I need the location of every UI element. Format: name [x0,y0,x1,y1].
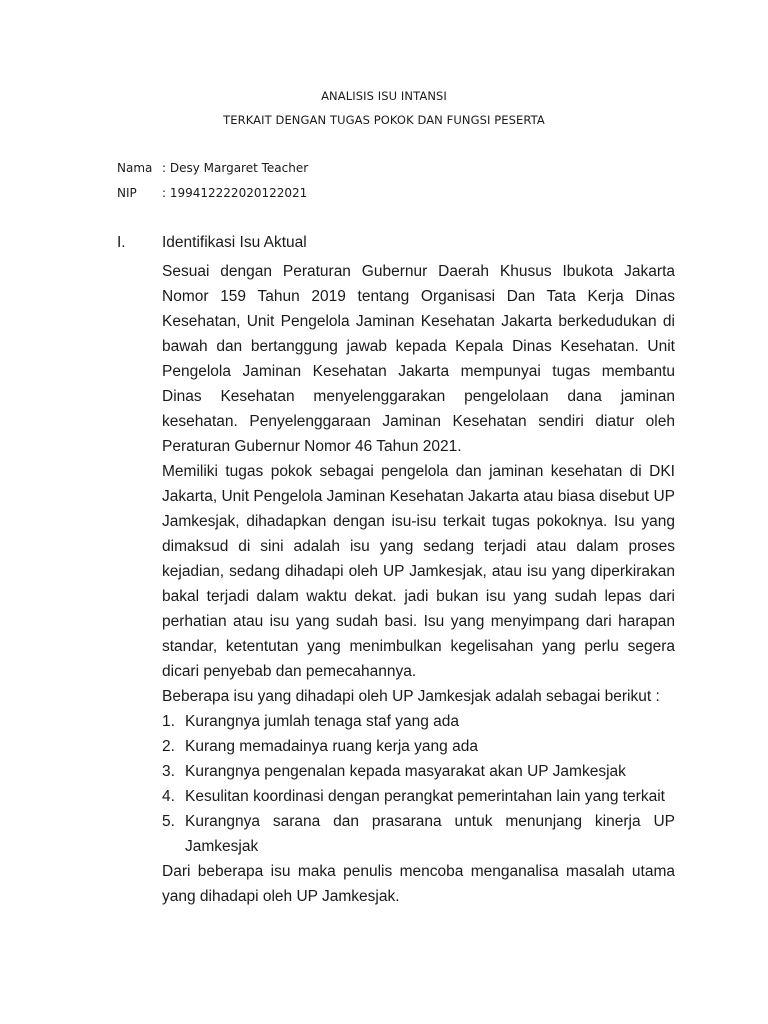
list-item [162,809,675,859]
section-number: I. [117,234,126,251]
list-item-number: 4. [162,788,175,805]
paragraph-issues-intro: Beberapa isu yang dihadapi oleh UP Jamkesjak adalah sebagai berikut : [162,688,660,705]
section-title: Identifikasi Isu Aktual [162,234,307,251]
paragraph-duties: Memiliki tugas pokok sebagai pengelola dan jaminan kesehatan di DKI Jakarta, Unit Pengelola Jaminan Kesehatan Jakarta atau biasa disebut UP Jamkesjak, dihadapkan dengan isu-isu terkait tugas pokoknya. Isu yang dimaksud di sini adalah isu yang sedang terjadi atau dalam proses kejadian, sedang dihadapi oleh UP Jamkesjak, atau isu yang diperkirakan bakal terjadi dalam waktu dekat. jadi bukan isu yang sudah lepas dari perhatian atau isu yang sudah basi. Isu yang menyimpang dari harapan standar, ketentutan yang menimbulkan kegelisahan yang perlu segera dicari penyebab dan pemecahannya. [162,463,675,680]
list-item-number: 2. [162,738,175,755]
document-title: ANALISIS ISU INTANSI [321,89,447,103]
nip-value: : 199412222020122021 [162,186,308,200]
list-item-text: Kurang memadainya ruang kerja yang ada [185,738,478,755]
list-item-text: Kurangnya jumlah tenaga staf yang ada [185,713,460,730]
list-item [162,784,675,809]
paragraph-regulation: Sesuai dengan Peraturan Gubernur Daerah Khusus Ibukota Jakarta Nomor 159 Tahun 2019 tentang Organisasi Dan Tata Kerja Dinas Kesehatan, Unit Pengelola Jaminan Kesehatan Jakarta berkedudukan di bawah dan bertanggung jawab kepada Kepala Dinas Kesehatan. Unit Pengelola Jaminan Kesehatan Jakarta mempunyai tugas membantu Dinas Kesehatan menyelenggarakan pengelolaan dana jaminan kesehatan. Penyelenggaraan Jaminan Kesehatan sendiri diatur oleh Peraturan Gubernur Nomor 46 Tahun 2021. [162,263,675,455]
list-item-text: Kesulitan koordinasi dengan perangkat pemerintahan lain yang terkait [185,788,665,805]
list-item-text: Kurangnya sarana dan prasarana untuk menunjang kinerja UP Jamkesjak [185,813,675,855]
nip-label: NIP [117,186,137,200]
issue-list [162,709,675,859]
name-value: : Desy Margaret Teacher [162,161,309,175]
list-item-number: 5. [162,813,175,830]
list-item [162,709,675,734]
document-subtitle: TERKAIT DENGAN TUGAS POKOK DAN FUNGSI PESERTA [223,113,545,127]
list-item-number: 3. [162,763,175,780]
list-item [162,734,675,759]
name-label: Nama [117,161,153,175]
list-item [162,759,675,784]
list-item-number: 1. [162,713,175,730]
list-item-text: Kurangnya pengenalan kepada masyarakat akan UP Jamkesjak [185,763,626,780]
paragraph-conclusion: Dari beberapa isu maka penulis mencoba menganalisa masalah utama yang dihadapi oleh UP Jamkesjak. [162,863,675,905]
